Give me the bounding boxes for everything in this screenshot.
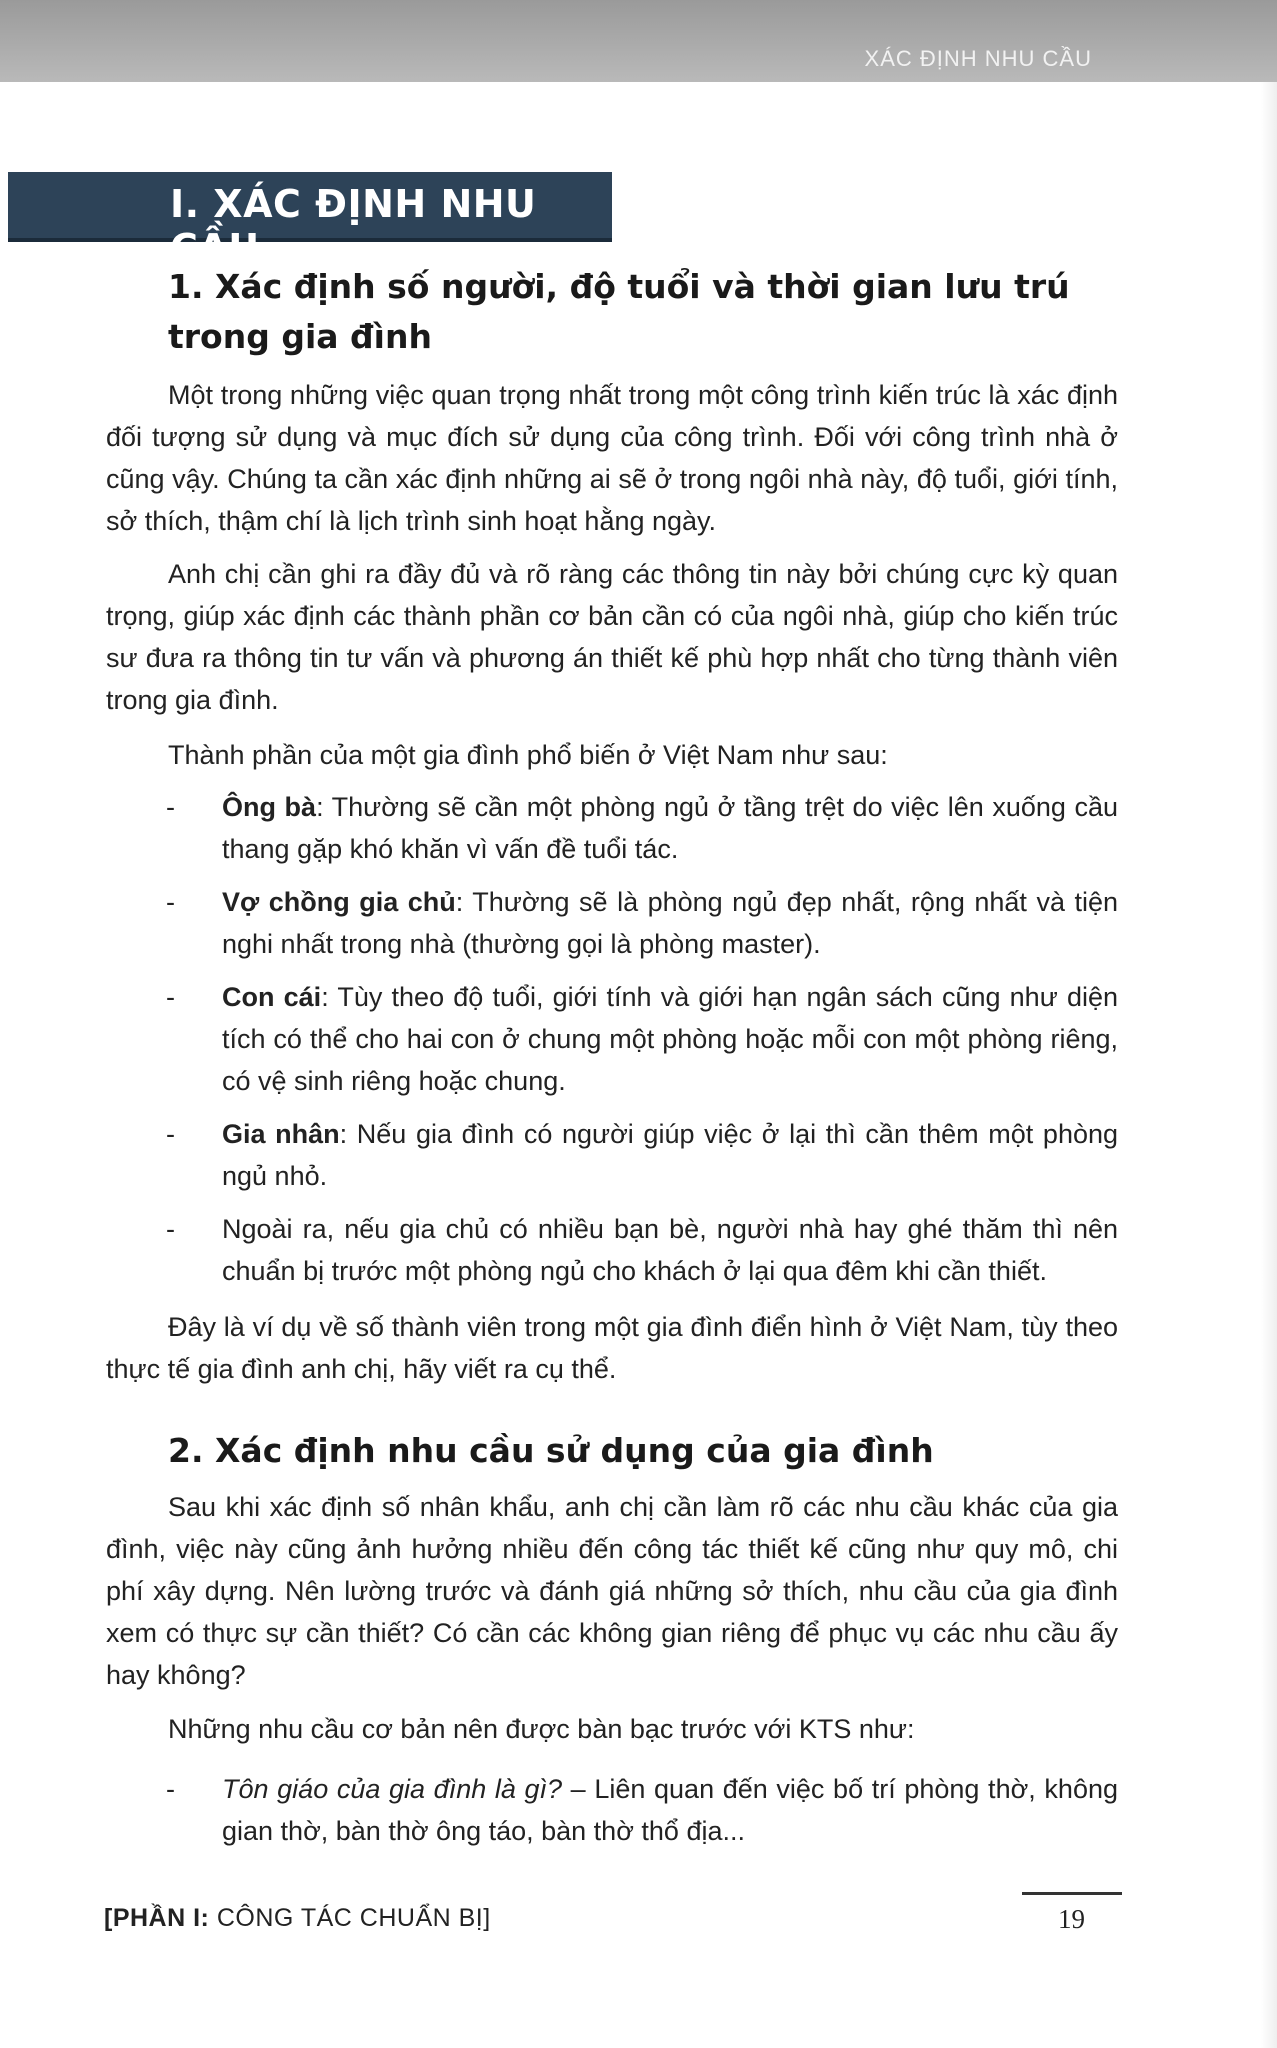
running-header-bar [0,0,1277,82]
list-bullet: - [166,982,175,1012]
paragraph: Sau khi xác định số nhân khẩu, anh chị cần làm rõ các nhu cầu khác của gia đình, việc này cũng ảnh hưởng nhiều đến công tác thiết kế cũng như quy mô, chi phí xây dựng. Nên lường trước và đánh giá những sở thích, nhu cầu của gia đình xem có thực sự cần thiết? Có cần các không gian riêng để phục vụ các nhu cầu ấy hay không? [106,1492,1118,1690]
list-item-text: : Thường sẽ cần một phòng ngủ ở tầng trệt do việc lên xuống cầu thang gặp khó khăn vì vấn đề tuổi tác. [222,792,1119,864]
list-item-question: Tôn giáo của gia đình là gì? [222,1774,563,1804]
footer-part-number: [PHẦN I: [104,1904,210,1932]
list-item-text: : Thường sẽ là phòng ngủ đẹp nhất, rộng nhất và tiện nghi nhất trong nhà (thường gọi là phòng master). [222,887,1118,959]
list-item-text: – Liên quan đến việc bố trí phòng thờ, không gian thờ, bàn thờ ông táo, bàn thờ thổ địa... [222,1774,1118,1846]
paragraph: Anh chị cần ghi ra đầy đủ và rõ ràng các thông tin này bởi chúng cực kỳ quan trọng, giúp xác định các thành phần cơ bản cần có của ngôi nhà, giúp cho kiến trúc sư đưa ra thông tin tư vấn và phương án thiết kế phù hợp nhất cho từng thành viên trong gia đình. [106,559,1118,715]
running-header-title: XÁC ĐỊNH NHU CẦU [864,46,1092,71]
paragraph: Những nhu cầu cơ bản nên được bàn bạc trước với KTS như: [168,1714,915,1744]
list-bullet: - [166,887,175,917]
footer-rule [1022,1892,1122,1895]
list-bullet: - [166,1214,175,1244]
list-item [166,1768,1118,1852]
list-bullet: - [166,1774,175,1804]
list-item-term: Ông bà [222,792,317,822]
list-item [166,976,1118,1102]
list-item-term: Con cái [222,982,322,1012]
subsection-1-title: 1. Xác định số người, độ tuổi và thời gian lưu trú trong gia đình [168,267,1070,356]
list-item-term: Gia nhân [222,1119,340,1149]
list-item-text: : Nếu gia đình có người giúp việc ở lại thì cần thêm một phòng ngủ nhỏ. [222,1119,1119,1191]
footer-part-title: CÔNG TÁC CHUẨN BỊ] [209,1904,491,1932]
list-bullet: - [166,1119,175,1149]
page-edge-shadow [1261,82,1277,2048]
list-item-term: Vợ chồng gia chủ [222,887,456,917]
list-item-text: Ngoài ra, nếu gia chủ có nhiều bạn bè, người nhà hay ghé thăm thì nên chuẩn bị trước một phòng ngủ cho khách ở lại qua đêm khi cần thiết. [222,1214,1118,1286]
list-item [166,1208,1118,1292]
list-item-text: : Tùy theo độ tuổi, giới tính và giới hạn ngân sách cũng như diện tích có thể cho hai con ở chung một phòng hoặc mỗi con một phòng riêng, có vệ sinh riêng hoặc chung. [222,982,1118,1096]
subsection-2-title: 2. Xác định nhu cầu sử dụng của gia đình [168,1431,934,1470]
paragraph: Đây là ví dụ về số thành viên trong một gia đình điển hình ở Việt Nam, tùy theo thực tế gia đình anh chị, hãy viết ra cụ thể. [106,1312,1118,1384]
list-item [166,881,1118,965]
list-item [166,1113,1119,1197]
list-item [166,786,1119,870]
page-number: 19 [1058,1904,1085,1934]
section-banner [8,172,612,270]
list-bullet: - [166,792,175,822]
paragraph: Thành phần của một gia đình phổ biến ở Việt Nam như sau: [168,740,888,770]
paragraph: Một trong những việc quan trọng nhất trong một công trình kiến trúc là xác định đối tượng sử dụng và mục đích sử dụng của công trình. Đối với công trình nhà ở cũng vậy. Chúng ta cần xác định những ai sẽ ở trong ngôi nhà này, độ tuổi, giới tính, sở thích, thậm chí là lịch trình sinh hoạt hằng ngày. [106,380,1118,536]
section-title: I. XÁC ĐỊNH NHU CẦU [170,182,537,270]
footer-part-label [104,1904,491,1933]
